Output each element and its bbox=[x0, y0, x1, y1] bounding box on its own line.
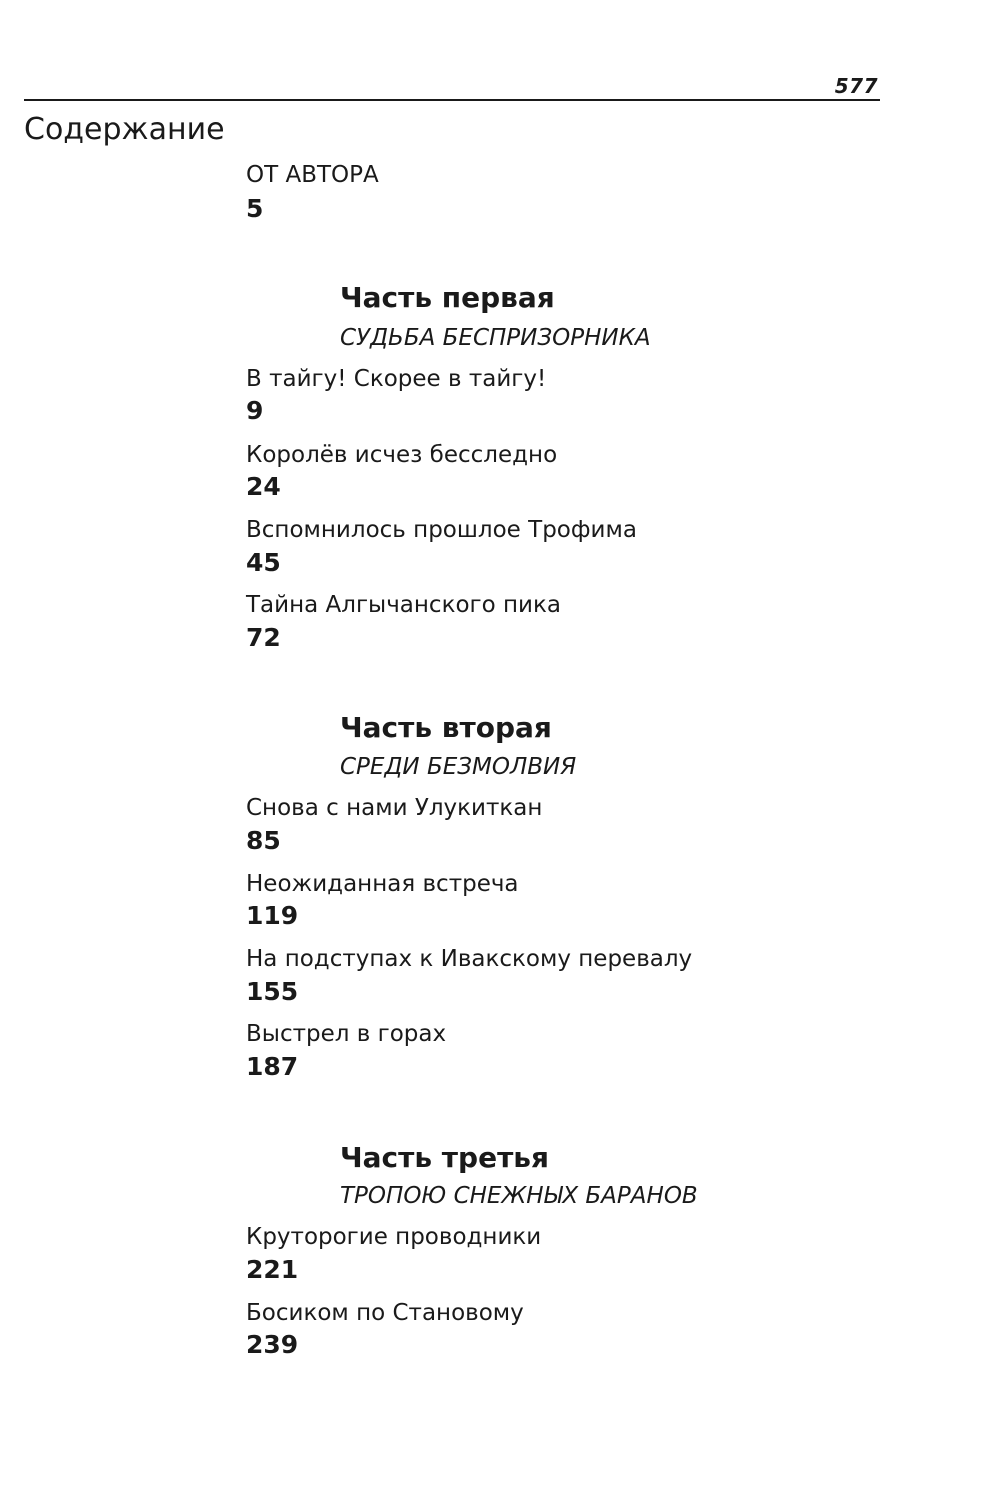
page-number: 577 bbox=[834, 74, 878, 98]
toc-entry-page: 85 bbox=[246, 826, 281, 855]
toc-entry-title: Королёв исчез бесследно bbox=[246, 442, 558, 468]
part-subtitle: ТРОПОЮ СНЕЖНЫХ БАРАНОВ bbox=[340, 1183, 698, 1209]
toc-entry-title: Вспомнилось прошлое Трофима bbox=[246, 517, 637, 543]
page-title: Содержание bbox=[24, 112, 225, 147]
header-rule bbox=[24, 99, 880, 101]
toc-entry-page: 239 bbox=[246, 1330, 299, 1359]
toc-entry-page: 9 bbox=[246, 396, 264, 425]
toc-entry-title: Снова с нами Улукиткан bbox=[246, 795, 543, 821]
part-heading: Часть первая bbox=[340, 281, 555, 314]
toc-entry-page: 24 bbox=[246, 472, 281, 501]
part-subtitle: СУДЬБА БЕСПРИЗОРНИКА bbox=[340, 325, 651, 351]
part-heading: Часть третья bbox=[340, 1141, 549, 1174]
toc-entry-title: ОТ АВТОРА bbox=[246, 162, 379, 188]
toc-entry-page: 221 bbox=[246, 1255, 299, 1284]
toc-entry-page: 5 bbox=[246, 194, 264, 223]
toc-entry-title: На подступах к Ивакскому перевалу bbox=[246, 946, 693, 972]
toc-entry-title: Тайна Алгычанского пика bbox=[246, 592, 561, 618]
part-subtitle: СРЕДИ БЕЗМОЛВИЯ bbox=[340, 754, 577, 780]
toc-entry-page: 155 bbox=[246, 977, 299, 1006]
toc-entry-title: Выстрел в горах bbox=[246, 1021, 447, 1047]
toc-entry-page: 72 bbox=[246, 623, 281, 652]
toc-entry-title: Босиком по Становому bbox=[246, 1300, 524, 1326]
toc-entry-title: Неожиданная встреча bbox=[246, 871, 519, 897]
toc-entry-page: 119 bbox=[246, 901, 299, 930]
toc-entry-page: 187 bbox=[246, 1052, 299, 1081]
toc-entry-page: 45 bbox=[246, 548, 281, 577]
toc-entry-title: В тайгу! Скорее в тайгу! bbox=[246, 366, 547, 392]
part-heading: Часть вторая bbox=[340, 711, 552, 744]
toc-entry-title: Круторогие проводники bbox=[246, 1224, 542, 1250]
